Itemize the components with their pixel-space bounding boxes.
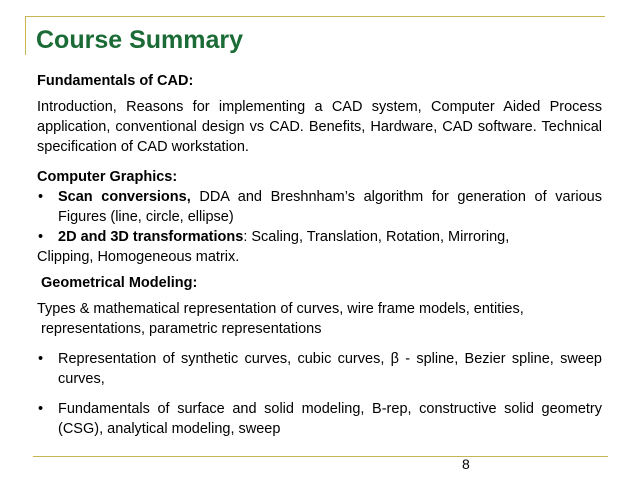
graphics-bullet-scan [37, 187, 602, 227]
modeling-bullet-surface [37, 399, 602, 439]
transformations-label: 2D and 3D transformations [58, 229, 244, 245]
scan-conversions-label: Scan conversions, [58, 189, 191, 205]
modeling-heading: Geometrical Modeling: [41, 275, 198, 291]
bullet-mark: • [38, 351, 44, 367]
fundamentals-heading: Fundamentals of CAD: [37, 73, 194, 89]
bullet-mark: • [38, 229, 44, 245]
graphics-continuation: Clipping, Homogeneous matrix. [37, 249, 240, 265]
frame-left-line [25, 16, 26, 55]
scan-conversions-text: DDA and Breshnham’s algorithm for generation of various Figures (line, circle, ellipse) [58, 189, 602, 225]
slide-title: Course Summary [36, 26, 244, 54]
modeling-text-line2: representations, parametric representations [41, 321, 322, 337]
fundamentals-text: Introduction, Reasons for implementing a CAD system, Computer Aided Process application, conventional design vs CAD. Benefits, Hardware, CAD software. Technical specification of CAD workstation. [37, 99, 602, 155]
surface-text: Fundamentals of surface and solid modeling, B-rep, constructive solid geometry (CSG), analytical modeling, sweep [58, 401, 602, 437]
bullet-mark: • [38, 401, 44, 417]
modeling-text-line1: Types & mathematical representation of curves, wire frame models, entities, [37, 301, 524, 317]
page-number: 8 [462, 456, 470, 472]
frame-bottom-line [33, 456, 608, 457]
transformations-text: : Scaling, Translation, Rotation, Mirroring, [243, 229, 510, 245]
graphics-heading: Computer Graphics: [37, 169, 178, 185]
bullet-mark: • [38, 189, 44, 205]
frame-top-line [25, 16, 605, 17]
modeling-bullet-curves [37, 349, 602, 389]
slide-content [37, 71, 602, 439]
graphics-bullet-transformations [37, 227, 602, 247]
curves-text: Representation of synthetic curves, cubic curves, β - spline, Bezier spline, sweep curves, [58, 351, 602, 387]
